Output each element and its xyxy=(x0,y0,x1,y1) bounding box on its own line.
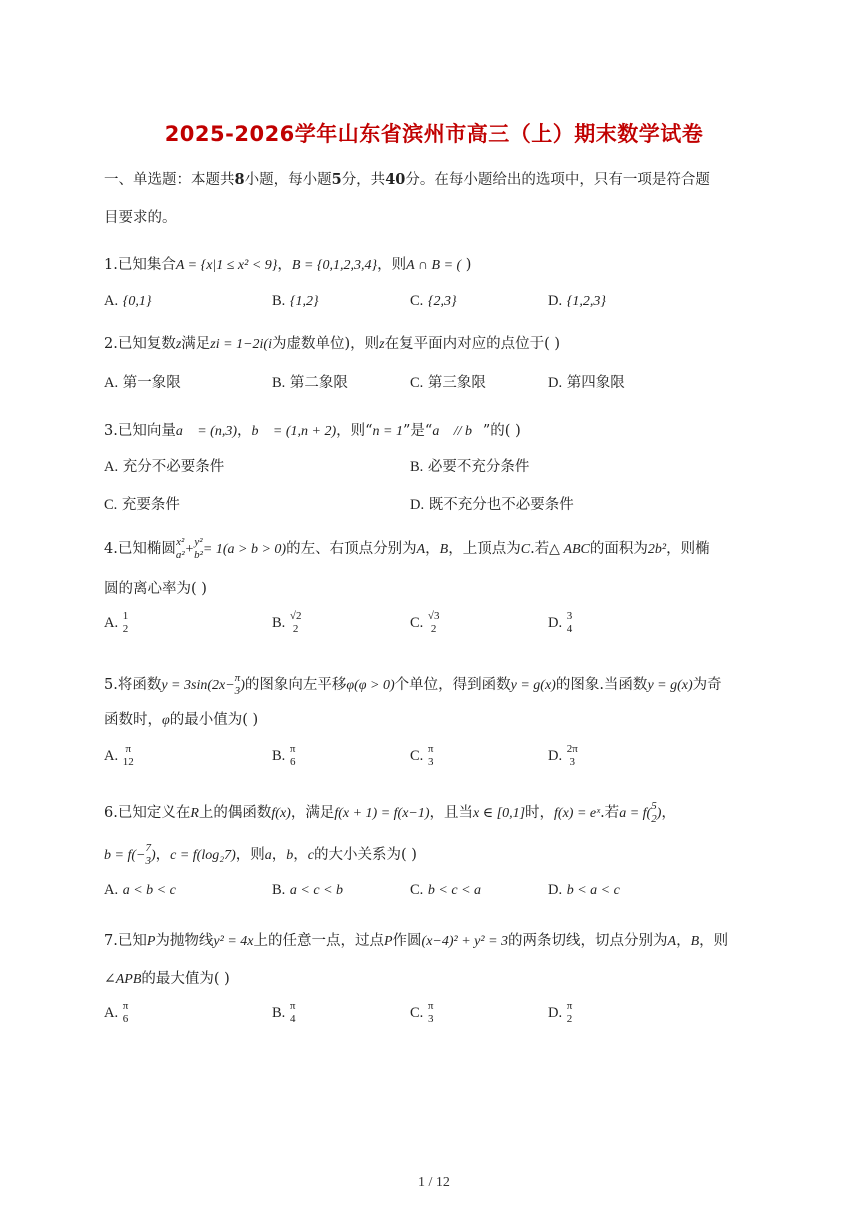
math-expr: 2b² xyxy=(647,542,667,557)
math-expr: f(x + 1) = f(x−1) xyxy=(334,806,430,821)
question-text: 的面积为 xyxy=(589,541,648,557)
question-text: 的大小关系为( ) xyxy=(313,847,417,863)
q4-option-c[interactable] xyxy=(410,610,439,636)
option-value: 第三象限 xyxy=(427,375,486,391)
q4-option-a[interactable] xyxy=(104,610,128,636)
math-expr: φ(φ > 0) xyxy=(346,678,395,693)
option-value: 充分不必要条件 xyxy=(122,459,225,475)
question-7-stem xyxy=(104,929,728,950)
fraction xyxy=(428,1000,434,1026)
question-text: 作圆 xyxy=(392,933,422,949)
section-text: 一、单选题：本题共 xyxy=(104,172,235,188)
fraction xyxy=(567,610,573,636)
math-expr: P xyxy=(146,934,156,949)
q3-option-d[interactable] xyxy=(410,493,574,514)
option-key: B. xyxy=(410,459,424,475)
math-expr: C xyxy=(520,542,531,557)
math-expr: y = g(x) xyxy=(510,678,556,693)
math-expr: B xyxy=(690,934,700,949)
question-text: 的最大值为( ) xyxy=(141,971,230,987)
math-expr: ∠APB xyxy=(104,972,142,987)
question-text: ， xyxy=(425,541,440,557)
option-key: A. xyxy=(104,375,119,391)
math-expr: A xyxy=(667,934,677,949)
numerator: √3 xyxy=(427,610,440,622)
q1-option-d[interactable] xyxy=(548,293,606,310)
fraction xyxy=(428,610,440,636)
option-key: B. xyxy=(272,375,286,391)
option-value: a < c < b xyxy=(289,883,344,898)
option-key: D. xyxy=(548,1005,563,1021)
question-text: 的图象.当函数 xyxy=(555,677,648,693)
option-value: {1,2,3} xyxy=(566,294,606,309)
q2-option-d[interactable] xyxy=(548,371,625,392)
q6-option-b[interactable] xyxy=(272,882,343,899)
q5-option-d[interactable] xyxy=(548,743,578,769)
option-value: 第四象限 xyxy=(566,375,625,391)
math-expr: z xyxy=(379,337,385,352)
numerator: 3 xyxy=(566,610,573,622)
denominator: 3 xyxy=(569,756,575,768)
denominator: 6 xyxy=(289,756,296,768)
denominator: a² xyxy=(175,549,185,561)
denominator: 3 xyxy=(234,685,241,697)
question-text: ) xyxy=(461,257,472,273)
numerator: √2 xyxy=(289,610,302,622)
question-text: ， xyxy=(293,847,308,863)
question-1-stem xyxy=(104,253,471,274)
option-key: C. xyxy=(410,882,424,898)
math-expr: (x−4)² + y² = 3 xyxy=(421,934,509,949)
math-expr: a⃗ // b⃗ xyxy=(432,424,483,439)
option-key: B. xyxy=(272,748,286,764)
denominator: 2 xyxy=(430,623,437,635)
question-count: 8 xyxy=(234,171,245,188)
math-expr: B xyxy=(439,542,449,557)
math-expr: c = f(log₂7) xyxy=(170,848,236,863)
question-text: 上的偶函数 xyxy=(198,805,272,821)
option-key: D. xyxy=(548,882,563,898)
math-expr: y² = 4x xyxy=(213,934,254,949)
question-text: .若 xyxy=(600,805,620,821)
option-value: a < b < c xyxy=(122,883,176,898)
denominator: 2 xyxy=(566,1013,573,1025)
math-expr: b = f(− xyxy=(104,848,146,863)
numerator: π xyxy=(234,672,241,684)
fraction xyxy=(123,743,134,769)
math-expr: b xyxy=(286,848,294,863)
question-7-stem-cont xyxy=(104,967,230,988)
numerator: π xyxy=(289,1000,296,1012)
option-key: D. xyxy=(548,615,563,631)
section-text: 分，共 xyxy=(341,172,386,188)
denominator: 3 xyxy=(427,1013,434,1025)
section-intro-line2 xyxy=(104,206,177,227)
option-value: {0,1} xyxy=(122,294,152,309)
option-value: 第一象限 xyxy=(122,375,181,391)
math-expr: P xyxy=(383,934,393,949)
question-6-stem xyxy=(104,800,676,826)
math-expr: ) xyxy=(150,848,156,863)
denominator: 12 xyxy=(122,756,134,768)
question-text: ， xyxy=(271,847,287,863)
option-value: 必要不充分条件 xyxy=(427,459,530,475)
math-expr: a⃗ = (n,3) xyxy=(175,424,238,439)
fraction xyxy=(123,1000,129,1026)
question-text: 7.已知 xyxy=(104,933,147,949)
math-expr: ) xyxy=(240,678,245,693)
question-text: ， xyxy=(155,847,171,863)
option-key: D. xyxy=(548,293,563,309)
q4-option-d[interactable] xyxy=(548,610,572,636)
question-text: 为虚数单位)，则 xyxy=(271,336,380,352)
math-expr: A xyxy=(416,542,426,557)
option-key: B. xyxy=(272,1005,286,1021)
denominator: 3 xyxy=(427,756,434,768)
math-expr: c xyxy=(307,848,314,863)
question-text: ，上顶点为 xyxy=(448,541,521,557)
question-text: ，且当 xyxy=(429,805,474,821)
section-text: 小题，每小题 xyxy=(244,172,332,188)
question-text: 为奇 xyxy=(692,677,722,693)
option-key: A. xyxy=(104,615,119,631)
numerator: π xyxy=(122,1000,129,1012)
numerator: 1 xyxy=(122,610,129,622)
fraction xyxy=(123,610,129,636)
numerator: π xyxy=(427,743,434,755)
math-expr: x ∈ [0,1] xyxy=(473,806,526,821)
question-text: ， xyxy=(277,257,292,273)
math-expr: z xyxy=(175,337,182,352)
q2-option-b[interactable] xyxy=(272,371,348,392)
question-4-stem: 4.已知椭圆 x² a² + y² b² = 1(a > b > 0)的左、右顶点分别为A，B，上顶点为C.若△ ABC的面积为2b²，则椭 xyxy=(104,536,710,561)
option-key: D. xyxy=(410,497,425,513)
page-title: 2025-2026学年山东省滨州市高三（上）期末数学试卷 xyxy=(164,122,704,146)
fraction xyxy=(567,1000,573,1026)
option-value: {2,3} xyxy=(427,294,457,309)
denominator: 4 xyxy=(566,623,573,635)
question-5-stem xyxy=(104,672,722,698)
math-expr: b⃗ = (1,n + 2) xyxy=(251,424,337,439)
question-text: 4.已知椭圆 xyxy=(104,541,176,557)
question-text: ，则 xyxy=(699,933,729,949)
question-6-stem-cont xyxy=(104,842,417,868)
q3-option-a[interactable] xyxy=(104,455,224,476)
q6-option-d[interactable] xyxy=(548,882,620,899)
question-5-stem-cont xyxy=(104,708,258,729)
question-text: ，则 xyxy=(235,847,265,863)
option-value: 第二象限 xyxy=(289,375,348,391)
math-expr: a = f( xyxy=(619,806,652,821)
math-expr: a xyxy=(264,848,272,863)
points-total: 40 xyxy=(385,171,406,188)
q6-option-a[interactable] xyxy=(104,882,176,899)
q2-option-a[interactable] xyxy=(104,371,181,392)
denominator: b² xyxy=(194,549,203,561)
question-text: 5.将函数 xyxy=(104,677,162,693)
option-key: A. xyxy=(104,882,119,898)
question-text: ”的( ) xyxy=(482,423,521,439)
option-key: D. xyxy=(548,375,563,391)
math-expr: A ∩ B = ( xyxy=(406,258,462,273)
question-4-stem-cont xyxy=(104,577,207,598)
numerator: x² xyxy=(176,536,185,548)
question-text: 的两条切线，切点分别为 xyxy=(508,933,668,949)
option-key: C. xyxy=(104,497,118,513)
question-text: 为抛物线 xyxy=(155,933,214,949)
option-key: C. xyxy=(410,748,424,764)
section-text: 目要求的。 xyxy=(104,210,177,226)
option-key: C. xyxy=(410,375,424,391)
option-value: b < a < c xyxy=(566,883,620,898)
question-text: 时， xyxy=(525,805,555,821)
question-text: ， xyxy=(661,805,676,821)
option-key: B. xyxy=(272,882,286,898)
question-text: 的最小值为( ) xyxy=(169,712,259,728)
math-expr: n = 1 xyxy=(372,424,403,439)
question-text: 函数时， xyxy=(104,712,162,728)
math-expr: ) xyxy=(656,806,662,821)
option-value: {1,2} xyxy=(289,294,319,309)
denominator: 3 xyxy=(145,855,151,867)
option-key: C. xyxy=(410,615,424,631)
fraction xyxy=(194,536,203,562)
question-text: ，则“ xyxy=(336,423,373,439)
question-text: 满足 xyxy=(181,336,211,352)
math-expr: R xyxy=(190,806,199,821)
question-text: .若 xyxy=(530,541,550,557)
page-number: 1 / 12 xyxy=(418,1175,450,1190)
math-expr: A = {x|1 ≤ x² < 9} xyxy=(175,258,278,273)
math-expr: zi = 1−2i(i xyxy=(210,337,272,352)
option-key: C. xyxy=(410,1005,424,1021)
math-expr: △ ABC xyxy=(549,542,590,557)
q5-option-a[interactable] xyxy=(104,743,134,769)
fraction xyxy=(428,743,434,769)
question-text: 个单位，得到函数 xyxy=(394,677,511,693)
math-expr: y = 3sin(2x− xyxy=(161,678,235,693)
section-intro-line1 xyxy=(104,168,710,189)
q3-option-b[interactable] xyxy=(410,455,529,476)
question-text: 圆的离心率为( ) xyxy=(104,581,207,597)
question-text: ， xyxy=(237,423,252,439)
option-key: A. xyxy=(104,293,119,309)
question-text: ，则椭 xyxy=(666,541,710,557)
question-text: ，满足 xyxy=(290,805,335,821)
numerator: π xyxy=(566,1000,573,1012)
question-text: 1.已知集合 xyxy=(104,257,176,273)
question-text: 3.已知向量 xyxy=(104,423,176,439)
q1-option-c[interactable] xyxy=(410,293,457,310)
fraction xyxy=(567,743,578,769)
question-text: 2.已知复数 xyxy=(104,336,176,352)
fraction xyxy=(290,1000,296,1026)
question-text: 的左、右顶点分别为 xyxy=(286,541,417,557)
fraction xyxy=(290,743,296,769)
question-text: ”是“ xyxy=(403,423,433,439)
q7-option-a[interactable] xyxy=(104,1000,128,1026)
option-value: 既不充分也不必要条件 xyxy=(428,497,574,513)
fraction xyxy=(290,610,302,636)
option-key: B. xyxy=(272,293,286,309)
question-text: 6.已知定义在 xyxy=(104,805,191,821)
option-key: C. xyxy=(410,293,424,309)
question-text: 上的任意一点，过点 xyxy=(253,933,384,949)
numerator: y² xyxy=(194,536,203,548)
q4-option-b[interactable] xyxy=(272,610,301,636)
q5-option-b[interactable] xyxy=(272,743,295,769)
fraction xyxy=(176,536,185,562)
q1-option-a[interactable] xyxy=(104,293,151,310)
option-key: D. xyxy=(548,748,563,764)
numerator: π xyxy=(125,743,131,755)
section-text: 分。在每小题给出的选项中，只有一项是符合题 xyxy=(405,172,710,188)
numerator: 5 xyxy=(651,800,657,812)
question-3-stem xyxy=(104,419,521,440)
q6-option-c[interactable] xyxy=(410,882,481,899)
numerator: π xyxy=(289,743,296,755)
math-expr: = 1(a > b > 0) xyxy=(202,542,287,557)
points-each: 5 xyxy=(331,171,342,188)
math-expr: φ xyxy=(162,713,170,728)
question-text: ，则 xyxy=(377,257,407,273)
denominator: 2 xyxy=(122,623,129,635)
numerator: 2π xyxy=(566,743,578,755)
question-text: 的图象向左平移 xyxy=(244,677,347,693)
q5-option-c[interactable] xyxy=(410,743,433,769)
option-key: B. xyxy=(272,615,286,631)
math-expr: y = g(x) xyxy=(647,678,693,693)
q3-option-c[interactable] xyxy=(104,493,180,514)
math-expr: B = {0,1,2,3,4} xyxy=(291,258,378,273)
numerator: π xyxy=(427,1000,434,1012)
denominator: 4 xyxy=(289,1013,296,1025)
question-text: 在复平面内对应的点位于( ) xyxy=(384,336,561,352)
denominator: 2 xyxy=(292,623,299,635)
q2-option-c[interactable] xyxy=(410,371,486,392)
math-expr: f(x) xyxy=(271,806,291,821)
q7-option-b[interactable] xyxy=(272,1000,295,1026)
math-expr: f(x) = eˣ xyxy=(554,806,601,821)
option-key: A. xyxy=(104,459,119,475)
option-value: 充要条件 xyxy=(121,497,180,513)
q1-option-b[interactable] xyxy=(272,293,319,310)
option-key: A. xyxy=(104,748,119,764)
numerator: 7 xyxy=(145,842,151,854)
q7-option-d[interactable] xyxy=(548,1000,572,1026)
question-text: ， xyxy=(676,933,691,949)
q7-option-c[interactable] xyxy=(410,1000,433,1026)
denominator: 2 xyxy=(651,813,657,825)
option-value: b < c < a xyxy=(427,883,482,898)
denominator: 6 xyxy=(122,1013,129,1025)
option-key: A. xyxy=(104,1005,119,1021)
question-2-stem xyxy=(104,332,560,353)
